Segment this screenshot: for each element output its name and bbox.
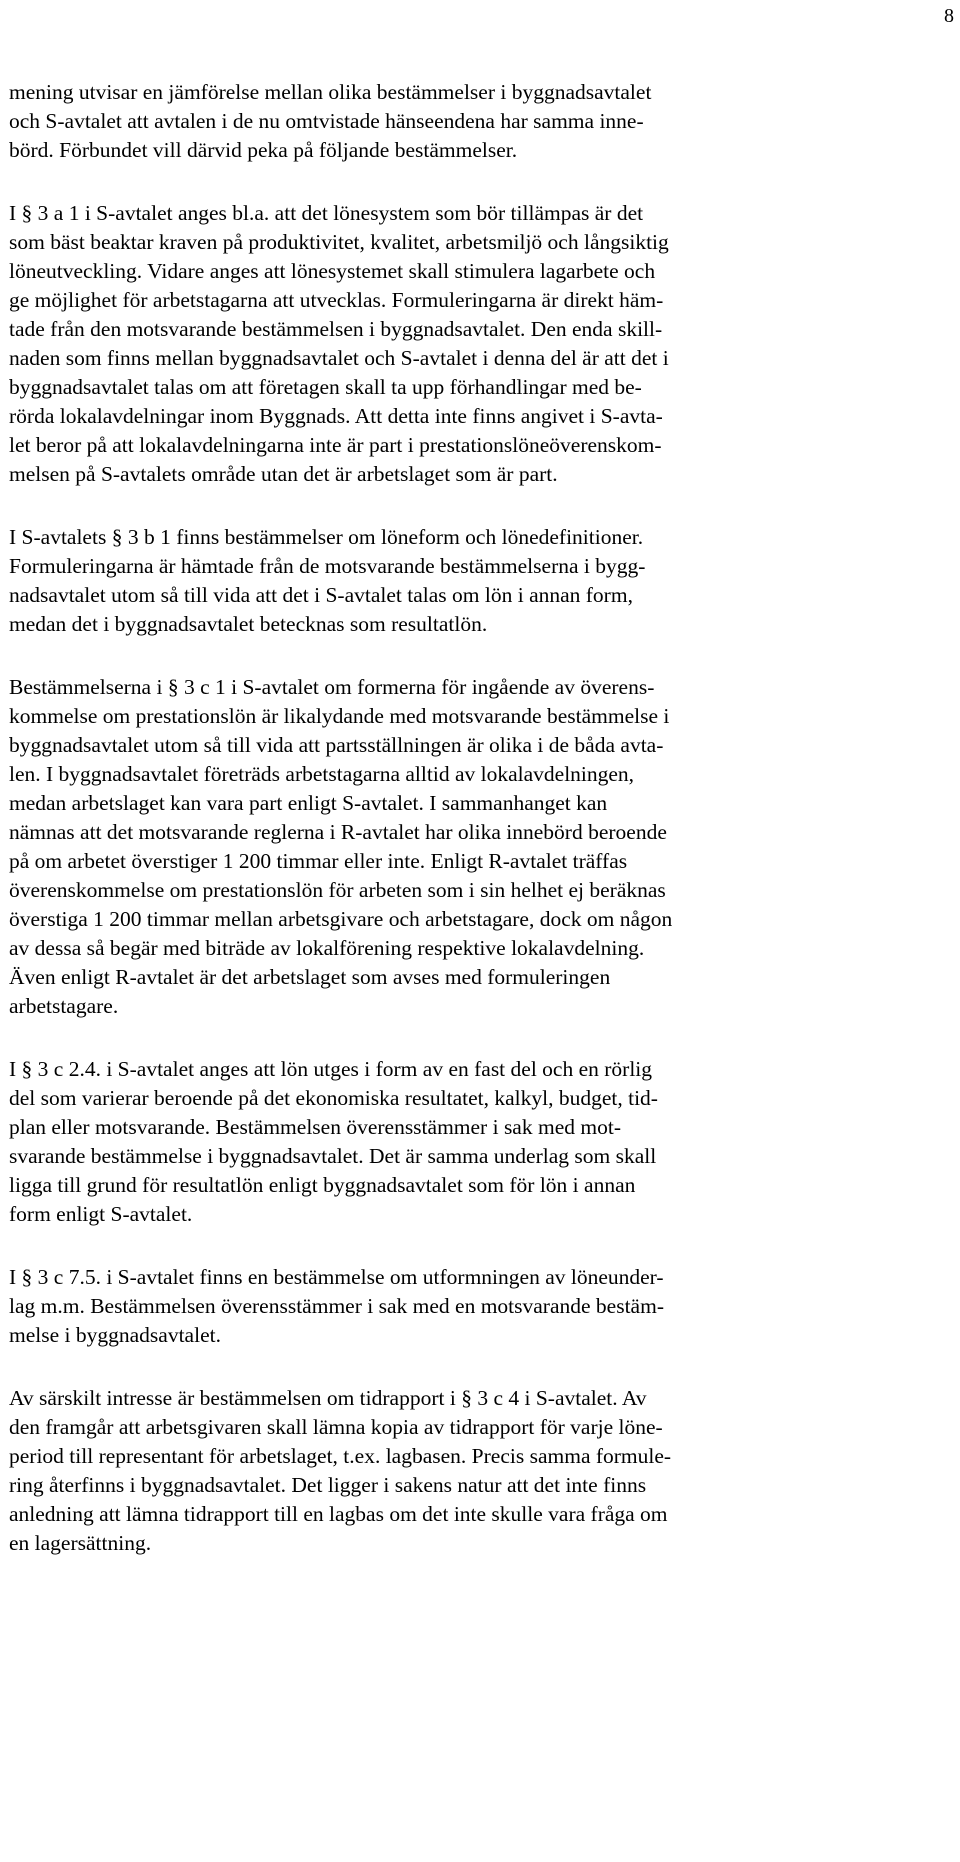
text-line: nadsavtalet utom så till vida att det i S-avtalet talas om lön i annan form, bbox=[9, 583, 633, 607]
paragraph-section-3c24 bbox=[9, 1055, 949, 1229]
text-line: Bestämmelserna i § 3 c 1 i S-avtalet om formerna för ingående av överens- bbox=[9, 675, 655, 699]
text-line: plan eller motsvarande. Bestämmelsen överensstämmer i sak med mot- bbox=[9, 1115, 621, 1139]
text-line: I § 3 a 1 i S-avtalet anges bl.a. att det lönesystem som bör tillämpas är det bbox=[9, 201, 644, 225]
text-line: byggnadsavtalet utom så till vida att partsställningen är olika i de båda avta- bbox=[9, 733, 664, 757]
text-line: medan det i byggnadsavtalet betecknas som resultatlön. bbox=[9, 612, 488, 636]
text-line: I § 3 c 2.4. i S-avtalet anges att lön utges i form av en fast del och en rörlig bbox=[9, 1057, 653, 1081]
text-line: börd. Förbundet vill därvid peka på följande bestämmelser. bbox=[9, 138, 518, 162]
text-line: som bäst beaktar kraven på produktivitet, kvalitet, arbetsmiljö och långsiktig bbox=[9, 230, 669, 254]
text-line: period till representant för arbetslaget, t.ex. lagbasen. Precis samma formule- bbox=[9, 1444, 672, 1468]
text-line: form enligt S-avtalet. bbox=[9, 1202, 193, 1226]
text-line: ligga till grund för resultatlön enligt byggnadsavtalet som för lön i annan bbox=[9, 1173, 636, 1197]
text-line: den framgår att arbetsgivaren skall lämna kopia av tidrapport för varje löne- bbox=[9, 1415, 663, 1439]
text-line: tade från den motsvarande bestämmelsen i byggnadsavtalet. Den enda skill- bbox=[9, 317, 663, 341]
text-line: melse i byggnadsavtalet. bbox=[9, 1323, 221, 1347]
document-body bbox=[9, 78, 949, 1592]
text-line: löneutveckling. Vidare anges att lönesystemet skall stimulera lagarbete och bbox=[9, 259, 656, 283]
text-line: nämnas att det motsvarande reglerna i R-avtalet har olika innebörd beroende bbox=[9, 820, 667, 844]
text-line: I S-avtalets § 3 b 1 finns bestämmelser om löneform och lönedefinitioner. bbox=[9, 525, 644, 549]
text-line: Även enligt R-avtalet är det arbetslaget som avses med formuleringen bbox=[9, 965, 611, 989]
text-line: anledning att lämna tidrapport till en lagbas om det inte skulle vara fråga om bbox=[9, 1502, 668, 1526]
text-line: len. I byggnadsavtalet företräds arbetstagarna alltid av lokalavdelningen, bbox=[9, 762, 635, 786]
text-line: rörda lokalavdelningar inom Byggnads. Att detta inte finns angivet i S-avta- bbox=[9, 404, 663, 428]
paragraph-section-3c4 bbox=[9, 1384, 949, 1558]
text-line: byggnadsavtalet talas om att företagen skall ta upp förhandlingar med be- bbox=[9, 375, 642, 399]
text-line: I § 3 c 7.5. i S-avtalet finns en bestämmelse om utformningen av löneunder- bbox=[9, 1265, 664, 1289]
text-line: kommelse om prestationslön är likalydande med motsvarande bestämmelse i bbox=[9, 704, 670, 728]
paragraph-section-3c75 bbox=[9, 1263, 949, 1350]
text-line: medan arbetslaget kan vara part enligt S-avtalet. I sammanhanget kan bbox=[9, 791, 608, 815]
paragraph-section-3b1 bbox=[9, 523, 949, 639]
text-line: av dessa så begär med biträde av lokalförening respektive lokalavdelning. bbox=[9, 936, 645, 960]
paragraph-section-3c1 bbox=[9, 673, 949, 1021]
text-line: överstiga 1 200 timmar mellan arbetsgivare och arbetstagare, dock om någon bbox=[9, 907, 673, 931]
text-line: Av särskilt intresse är bestämmelsen om tidrapport i § 3 c 4 i S-avtalet. Av bbox=[9, 1386, 647, 1410]
text-line: och S-avtalet att avtalen i de nu omtvistade hänseendena har samma inne- bbox=[9, 109, 644, 133]
text-line: ring återfinns i byggnadsavtalet. Det ligger i sakens natur att det inte finns bbox=[9, 1473, 647, 1497]
text-line: arbetstagare. bbox=[9, 994, 119, 1018]
text-line: del som varierar beroende på det ekonomiska resultatet, kalkyl, budget, tid- bbox=[9, 1086, 658, 1110]
page-number: 8 bbox=[944, 5, 954, 27]
text-line: överenskommelse om prestationslön för arbeten som i sin helhet ej beräknas bbox=[9, 878, 666, 902]
text-line: lag m.m. Bestämmelsen överensstämmer i sak med en motsvarande bestäm- bbox=[9, 1294, 664, 1318]
text-line: svarande bestämmelse i byggnadsavtalet. Det är samma underlag som skall bbox=[9, 1144, 657, 1168]
text-line: ge möjlighet för arbetstagarna att utvecklas. Formuleringarna är direkt häm- bbox=[9, 288, 664, 312]
text-line: en lagersättning. bbox=[9, 1531, 152, 1555]
text-line: Formuleringarna är hämtade från de motsvarande bestämmelserna i bygg- bbox=[9, 554, 646, 578]
text-line: naden som finns mellan byggnadsavtalet och S-avtalet i denna del är att det i bbox=[9, 346, 669, 370]
text-line: melsen på S-avtalets område utan det är arbetslaget som är part. bbox=[9, 462, 558, 486]
text-line: mening utvisar en jämförelse mellan olika bestämmelser i byggnadsavtalet bbox=[9, 80, 652, 104]
text-line: på om arbetet överstiger 1 200 timmar eller inte. Enligt R-avtalet träffas bbox=[9, 849, 628, 873]
text-line: let beror på att lokalavdelningarna inte är part i prestationslöneöverenskom- bbox=[9, 433, 662, 457]
paragraph-section-3a1 bbox=[9, 199, 949, 489]
paragraph-intro bbox=[9, 78, 949, 165]
